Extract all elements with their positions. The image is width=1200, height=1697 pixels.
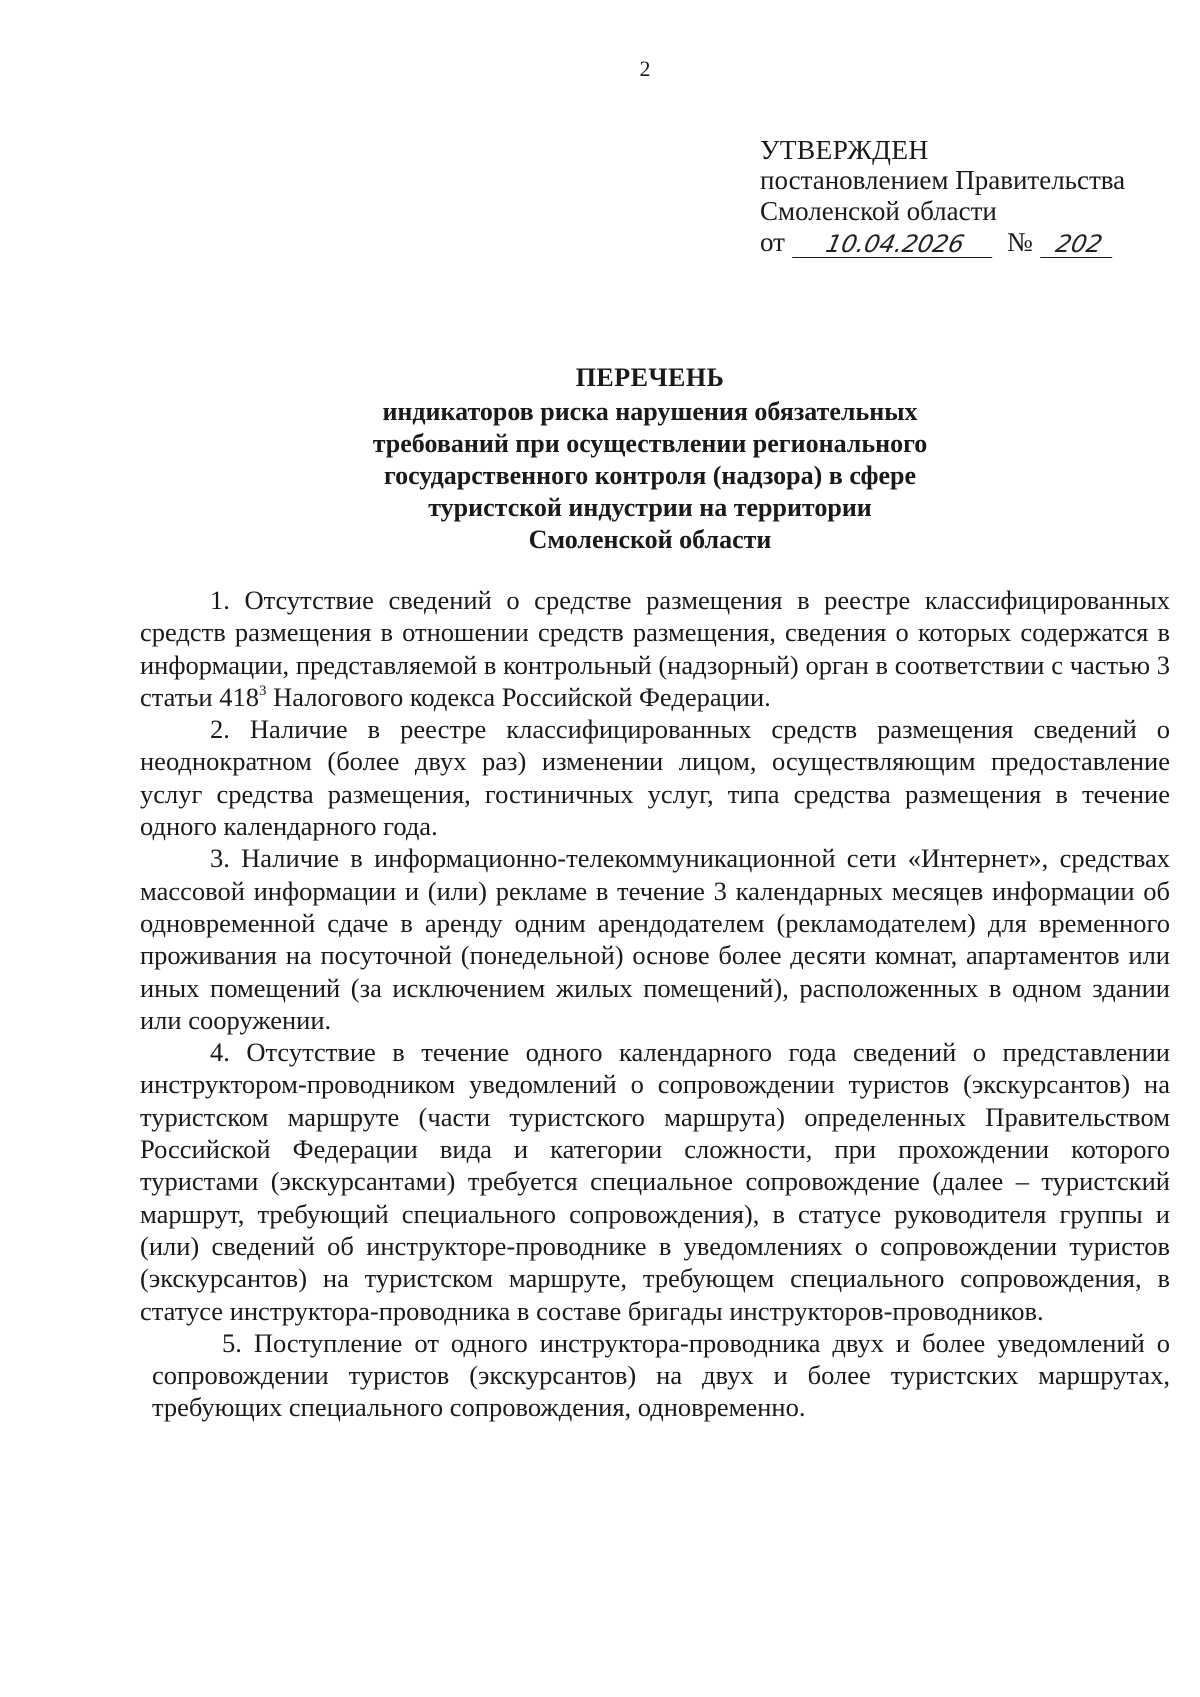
superscript: 3 [258,682,267,699]
approved-heading: УТВЕРЖДЕН [760,134,929,165]
list-item-4: 4. Отсутствие в течение одного календарного года сведений о представлении инструктором-проводником уведомлений о сопровождении туристов (экскурсантов) на туристском маршруте (части туристского маршрута) определенных Правительством Российской Федерации вида и категории сложности, при прохождении которого туристами (экскурсантами) требуется специальное сопровождение (далее – туристский маршрут, требующий специального сопровождения), в статусе руководителя группы и (или) сведений об инструкторе-проводнике в уведомлениях о сопровождении туристов (экскурсантов) на туристском маршруте, требующем специального сопровождения, в статусе инструктора-проводника в составе бригады инструкторов-проводников. [140,1037,1170,1326]
list-item-1 [140,584,1170,713]
list-item-5: 5. Поступление от одного инструктора-проводника двух и более уведомлений о сопровождении туристов (экскурсантов) на двух и более туристских маршрутах, требующих специального сопровождения, одновременно. [152,1327,1170,1423]
title-main: ПЕРЕЧЕНЬ [575,363,725,392]
approval-line-1: постановлением Правительства [760,165,1126,195]
document-title [250,362,1050,556]
title-line-4: туристской индустрии на территории [428,493,872,522]
page-number: 2 [639,56,651,81]
title-line-2: требований при осуществлении регионального [372,429,928,458]
handwritten-number: 202 [1040,231,1118,258]
list-item-1-text-end: Налогового кодекса Российской Федерации. [266,681,771,712]
document-body [140,584,1170,1424]
from-label: от [760,227,785,257]
list-item-1-text: 1. Отсутствие сведений о средстве размещения в реестре классифицированных средств размещения в отношении средств размещения, сведения о которых содержатся в информации, представляемой в контрольный (надзорный) орган в соответствии с частью 3 статьи 418 [140,585,1170,712]
title-line-5: Смоленской области [528,525,772,554]
list-item-3: 3. Наличие в информационно-телекоммуникационной сети «Интернет», средствах массовой информации и (или) рекламе в течение 3 календарных месяцев информации об одновременной сдаче в аренду одним арендодателем (рекламодателем) для временного проживания на посуточной (понедельной) основе более десяти комнат, апартаментов или иных помещений (за исключением жилых помещений), расположенных в одном здании или сооружении. [140,843,1170,1035]
number-label: № [1006,227,1033,257]
title-line-1: индикаторов риска нарушения обязательных [382,397,918,426]
list-item-2: 2. Наличие в реестре классифицированных средств размещения сведений о неоднократном (более двух раз) изменении лицом, осуществляющим предоставление услуг средства размещения, гостиничных услуг, типа средства размещения в течение одного календарного года. [140,714,1170,842]
approval-date-number-row [760,227,1180,258]
handwritten-date: 10.04.2026 [792,231,998,258]
title-line-3: государственного контроля (надзора) в сфере [383,461,917,490]
approval-stamp [760,134,1180,258]
approval-line-2: Смоленской области [760,196,997,226]
